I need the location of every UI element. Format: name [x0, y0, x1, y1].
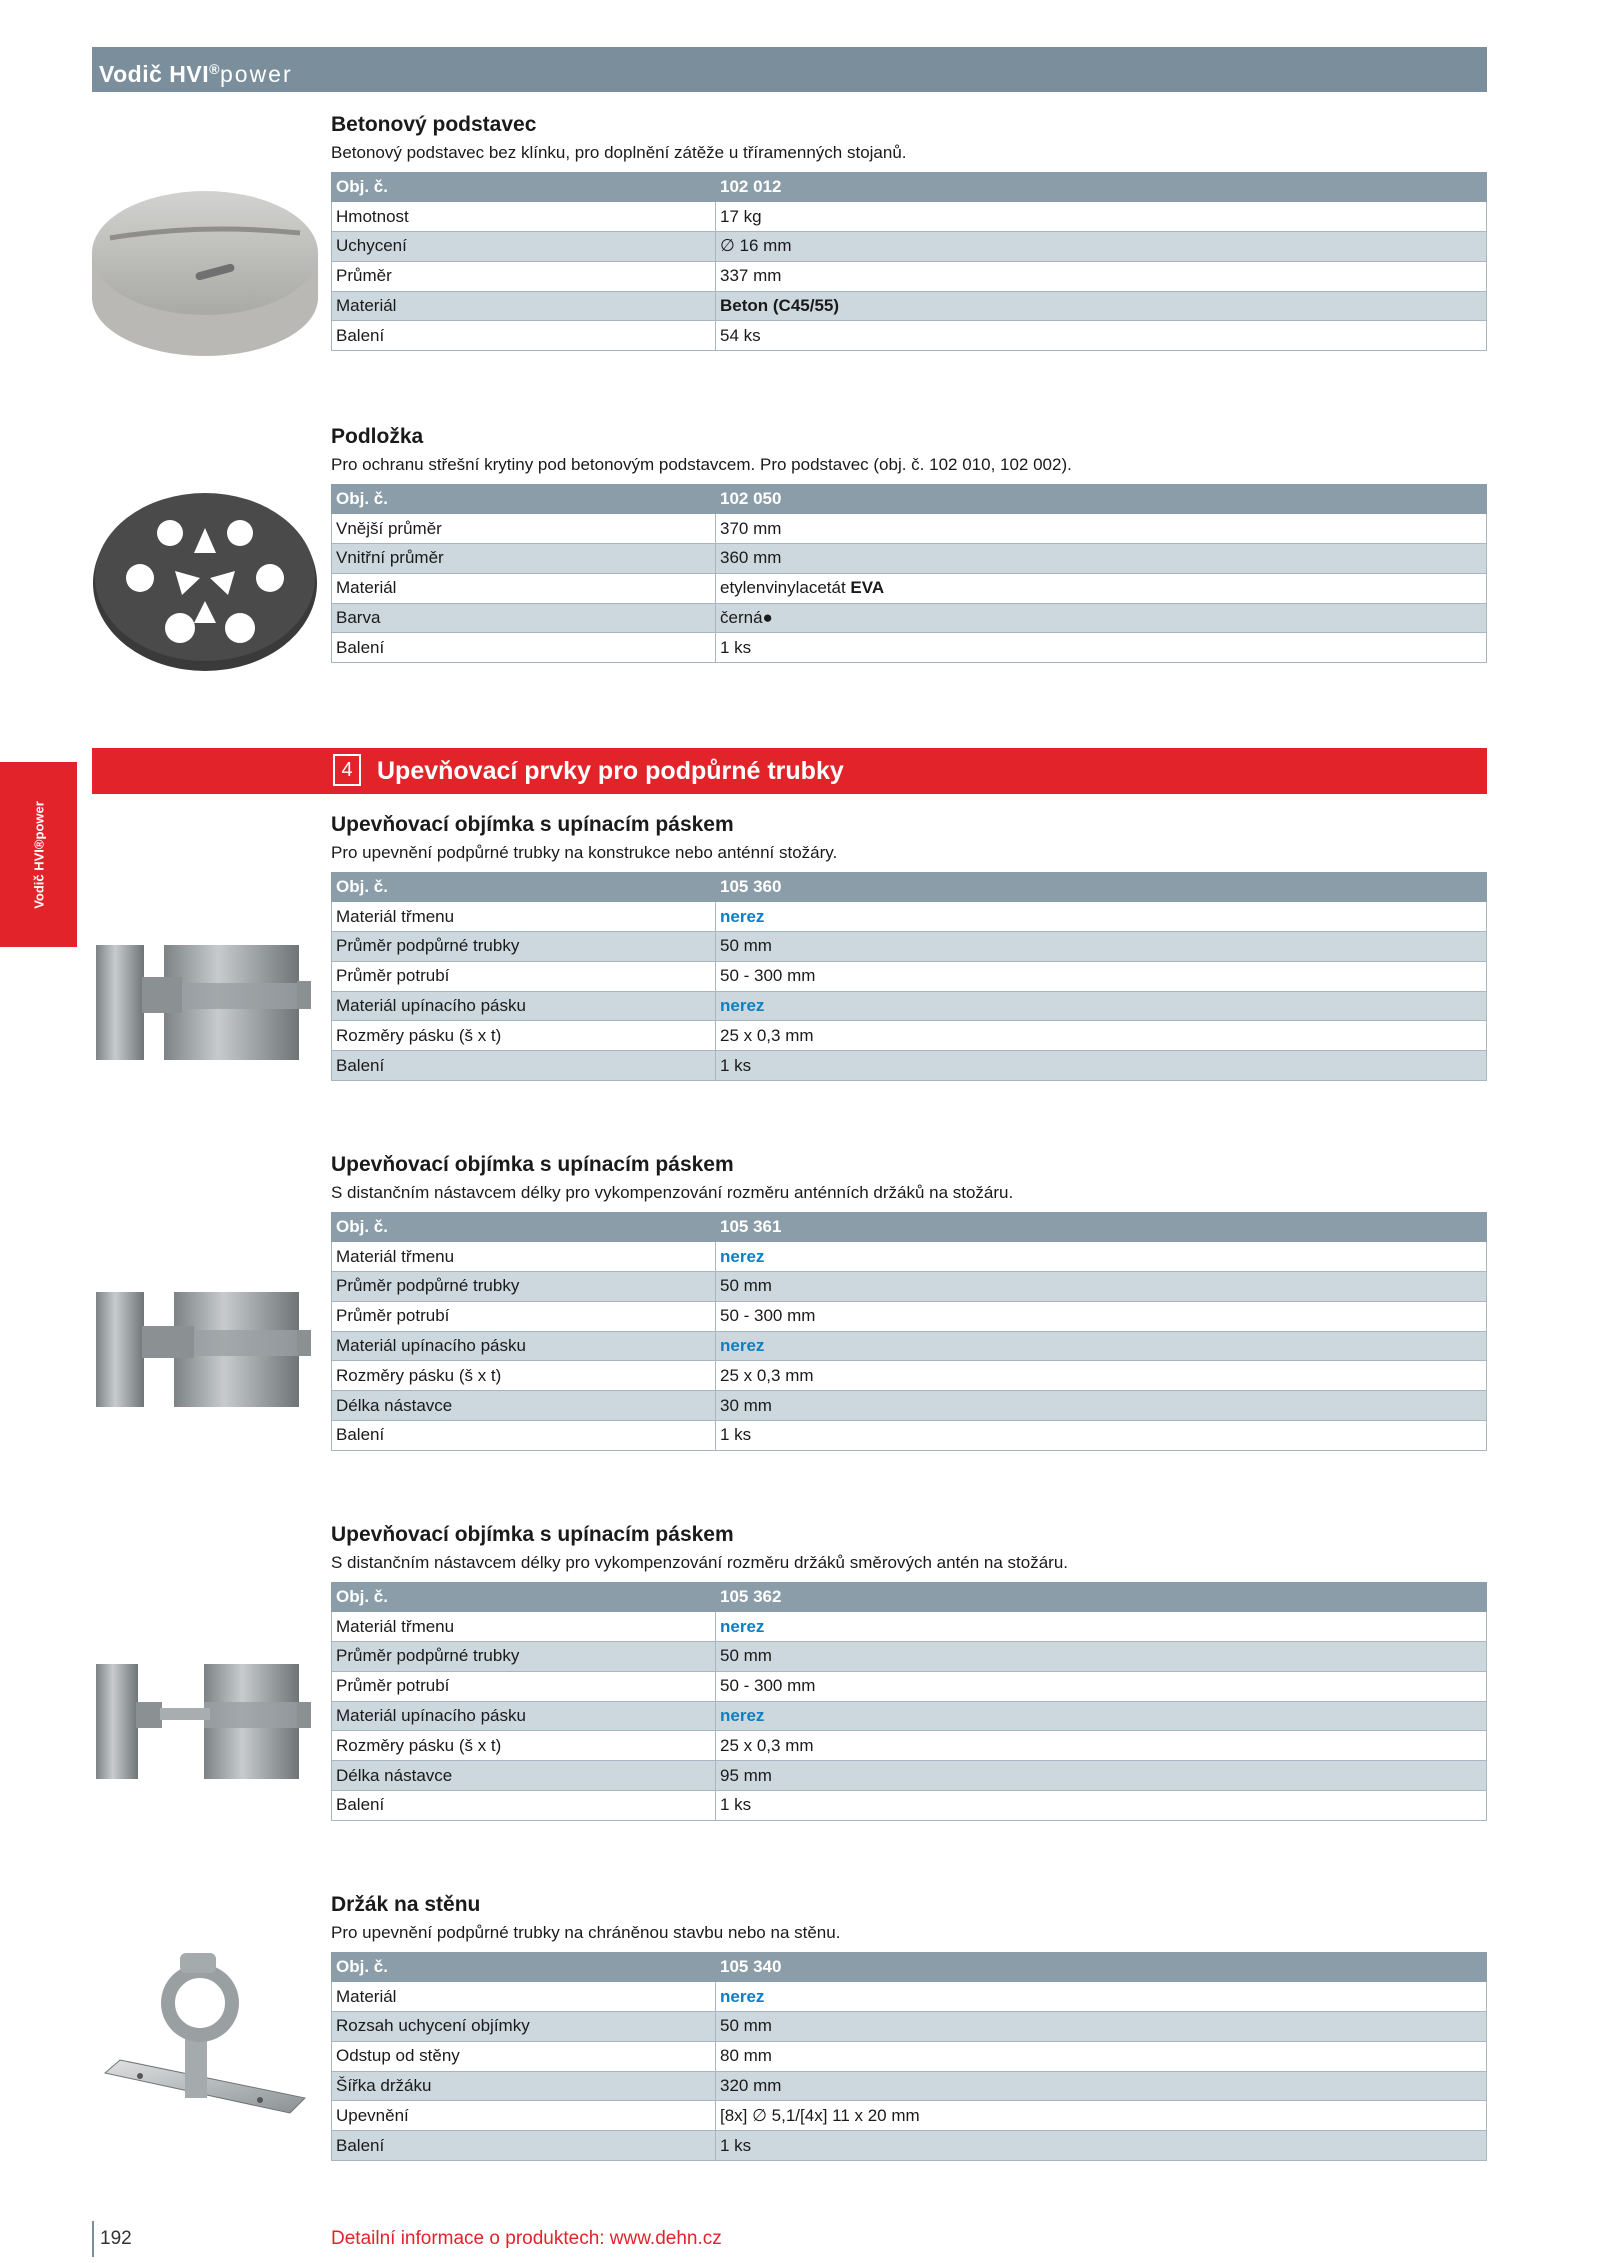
- row-value: nerez: [716, 1982, 1487, 2012]
- product-description: S distančním nástavcem délky pro vykompenzování rozměru anténních držáků na stožáru.: [331, 1183, 1014, 1202]
- row-label: Průměr podpůrné trubky: [332, 1272, 716, 1302]
- row-value: 50 mm: [716, 1642, 1487, 1672]
- row-value: 337 mm: [716, 261, 1487, 291]
- row-label: Rozměry pásku (š x t): [332, 1731, 716, 1761]
- chapter-suffix: power: [219, 61, 293, 87]
- product-title: Podložka: [331, 425, 424, 448]
- row-label: Obj. č.: [332, 872, 716, 902]
- row-value: 105 340: [716, 1952, 1487, 1982]
- row-label: Délka nástavce: [332, 1391, 716, 1421]
- table-row: [332, 1731, 1487, 1761]
- row-label: Materiál: [332, 573, 716, 603]
- row-value: 105 361: [716, 1212, 1487, 1242]
- row-label: Materiál upínacího pásku: [332, 1701, 716, 1731]
- row-value: 25 x 0,3 mm: [716, 1021, 1487, 1051]
- row-value: nerez: [716, 1701, 1487, 1731]
- clamp-105362-image: [92, 1664, 317, 1779]
- table-row: [332, 1272, 1487, 1302]
- product-title: Upevňovací objímka s upínacím páskem: [331, 813, 734, 836]
- chapter-header: [92, 47, 1487, 92]
- row-value: 50 mm: [716, 932, 1487, 962]
- row-label: Materiál: [332, 1982, 716, 2012]
- row-value: 25 x 0,3 mm: [716, 1731, 1487, 1761]
- row-label: Barva: [332, 603, 716, 633]
- table-row-header: [332, 484, 1487, 514]
- row-value: 50 - 300 mm: [716, 1301, 1487, 1331]
- row-label: Šířka držáku: [332, 2071, 716, 2101]
- table-row: [332, 2131, 1487, 2161]
- row-label: Materiál upínacího pásku: [332, 991, 716, 1021]
- row-value: Beton (C45/55): [716, 291, 1487, 321]
- table-row: [332, 1791, 1487, 1821]
- row-value: 1 ks: [716, 1421, 1487, 1451]
- product-description: Betonový podstavec bez klínku, pro doplnění zátěže u tříramenných stojanů.: [331, 143, 907, 162]
- row-label: Upevnění: [332, 2101, 716, 2131]
- row-label: Balení: [332, 2131, 716, 2161]
- product-title: Upevňovací objímka s upínacím páskem: [331, 1153, 734, 1176]
- row-label: Hmotnost: [332, 202, 716, 232]
- table-row: [332, 1982, 1487, 2012]
- table-row-header: [332, 872, 1487, 902]
- row-value: 30 mm: [716, 1391, 1487, 1421]
- row-value: 95 mm: [716, 1761, 1487, 1791]
- chapter-brand: Vodič HVI: [99, 61, 210, 87]
- spec-table: [331, 1212, 1487, 1451]
- row-label: Průměr podpůrné trubky: [332, 932, 716, 962]
- row-label: Průměr podpůrné trubky: [332, 1642, 716, 1672]
- value-bold-text: EVA: [850, 578, 885, 598]
- row-label: Balení: [332, 633, 716, 663]
- table-row: [332, 991, 1487, 1021]
- product-clamp-105360: [331, 810, 1487, 1081]
- row-label: Průměr potrubí: [332, 1671, 716, 1701]
- row-value: 54 ks: [716, 321, 1487, 351]
- row-label: Rozměry pásku (š x t): [332, 1361, 716, 1391]
- row-label: Vnější průměr: [332, 514, 716, 544]
- table-row: [332, 321, 1487, 351]
- table-row: [332, 932, 1487, 962]
- row-value: 1 ks: [716, 1051, 1487, 1081]
- row-label: Odstup od stěny: [332, 2041, 716, 2071]
- row-label: Obj. č.: [332, 1952, 716, 1982]
- concrete-base-image: [90, 178, 320, 363]
- row-value: [716, 573, 1487, 603]
- row-value: nerez: [716, 1242, 1487, 1272]
- row-label: Balení: [332, 1051, 716, 1081]
- product-title: Držák na stěnu: [331, 1893, 481, 1916]
- spec-table: [331, 872, 1487, 1081]
- row-value: 102 012: [716, 172, 1487, 202]
- row-value: 105 360: [716, 872, 1487, 902]
- row-value: 1 ks: [716, 633, 1487, 663]
- row-label: Balení: [332, 1421, 716, 1451]
- section-title: Upevňovací prvky pro podpůrné trubky: [377, 757, 844, 785]
- table-row: [332, 1421, 1487, 1451]
- table-row: [332, 202, 1487, 232]
- row-label: Materiál třmenu: [332, 1612, 716, 1642]
- table-row: [332, 1331, 1487, 1361]
- row-label: Materiál třmenu: [332, 1242, 716, 1272]
- page-number: 192: [92, 2221, 132, 2257]
- product-title: Upevňovací objímka s upínacím páskem: [331, 1523, 734, 1546]
- row-label: Průměr: [332, 261, 716, 291]
- row-value: 370 mm: [716, 514, 1487, 544]
- product-pad: [331, 422, 1487, 663]
- side-chapter-tab[interactable]: [0, 762, 77, 947]
- product-concrete-base: [331, 110, 1487, 351]
- row-label: Délka nástavce: [332, 1761, 716, 1791]
- footer-website-link[interactable]: Detailní informace o produktech: www.dehn.cz: [331, 2228, 722, 2249]
- table-row: [332, 544, 1487, 574]
- row-value: 80 mm: [716, 2041, 1487, 2071]
- row-label: Rozměry pásku (š x t): [332, 1021, 716, 1051]
- row-value: 17 kg: [716, 202, 1487, 232]
- row-label: Balení: [332, 321, 716, 351]
- row-value: 105 362: [716, 1582, 1487, 1612]
- row-value: 50 mm: [716, 1272, 1487, 1302]
- row-value: [716, 603, 1487, 633]
- value-text: černá: [720, 608, 763, 628]
- spec-table: [331, 172, 1487, 351]
- table-row: [332, 291, 1487, 321]
- table-row: [332, 2041, 1487, 2071]
- row-label: Rozsah uchycení objímky: [332, 2012, 716, 2042]
- table-row: [332, 573, 1487, 603]
- section-header: [92, 748, 1487, 794]
- spec-table: [331, 484, 1487, 663]
- pad-image: [90, 483, 320, 683]
- table-row: [332, 1761, 1487, 1791]
- table-row: [332, 1391, 1487, 1421]
- row-value: 50 - 300 mm: [716, 1671, 1487, 1701]
- row-value: 25 x 0,3 mm: [716, 1361, 1487, 1391]
- table-row: [332, 2071, 1487, 2101]
- table-row: [332, 232, 1487, 262]
- product-description: S distančním nástavcem délky pro vykompenzování rozměru držáků směrových antén na stožáru.: [331, 1553, 1069, 1572]
- row-label: Materiál: [332, 291, 716, 321]
- table-row-header: [332, 1582, 1487, 1612]
- table-row: [332, 2101, 1487, 2131]
- color-dot-icon: ●: [762, 608, 773, 628]
- row-value: 1 ks: [716, 1791, 1487, 1821]
- row-label: Balení: [332, 1791, 716, 1821]
- table-row: [332, 902, 1487, 932]
- row-label: Obj. č.: [332, 172, 716, 202]
- row-label: Obj. č.: [332, 484, 716, 514]
- section-number: 4: [333, 754, 361, 786]
- table-row: [332, 961, 1487, 991]
- row-label: Obj. č.: [332, 1582, 716, 1612]
- table-row: [332, 1642, 1487, 1672]
- row-value: 360 mm: [716, 544, 1487, 574]
- table-row: [332, 1612, 1487, 1642]
- table-row: [332, 1671, 1487, 1701]
- product-description: Pro upevnění podpůrné trubky na chráněnou stavbu nebo na stěnu.: [331, 1923, 841, 1942]
- product-clamp-105361: [331, 1150, 1487, 1451]
- product-description: Pro ochranu střešní krytiny pod betonovým podstavcem. Pro podstavec (obj. č. 102 010, 102 002).: [331, 455, 1072, 474]
- row-value: ∅ 16 mm: [716, 232, 1487, 262]
- table-row: [332, 1701, 1487, 1731]
- row-value: nerez: [716, 902, 1487, 932]
- row-value: nerez: [716, 1331, 1487, 1361]
- wall-bracket-image: [100, 1948, 315, 2143]
- row-label: Materiál upínacího pásku: [332, 1331, 716, 1361]
- spec-table: [331, 1952, 1487, 2161]
- row-label: Průměr potrubí: [332, 961, 716, 991]
- table-row: [332, 1021, 1487, 1051]
- row-value: [8x] ∅ 5,1/[4x] 11 x 20 mm: [716, 2101, 1487, 2131]
- side-tab-label: Vodič HVI®power: [31, 800, 46, 909]
- clamp-105360-image: [92, 945, 317, 1060]
- table-row-header: [332, 1212, 1487, 1242]
- row-label: Uchycení: [332, 232, 716, 262]
- table-row: [332, 1301, 1487, 1331]
- table-row-header: [332, 1952, 1487, 1982]
- row-value: 320 mm: [716, 2071, 1487, 2101]
- row-value: 50 mm: [716, 2012, 1487, 2042]
- table-row: [332, 1361, 1487, 1391]
- row-value: 1 ks: [716, 2131, 1487, 2161]
- product-clamp-105362: [331, 1520, 1487, 1821]
- product-title: Betonový podstavec: [331, 113, 537, 136]
- table-row-header: [332, 172, 1487, 202]
- row-value: nerez: [716, 991, 1487, 1021]
- product-description: Pro upevnění podpůrné trubky na konstrukce nebo anténní stožáry.: [331, 843, 838, 862]
- row-value: 102 050: [716, 484, 1487, 514]
- product-wall-bracket: [331, 1890, 1487, 2161]
- table-row: [332, 633, 1487, 663]
- row-value: 50 - 300 mm: [716, 961, 1487, 991]
- row-label: Průměr potrubí: [332, 1301, 716, 1331]
- row-label: Vnitřní průměr: [332, 544, 716, 574]
- table-row: [332, 514, 1487, 544]
- value-text: etylenvinylacetát: [720, 578, 846, 598]
- chapter-reg-mark: ®: [209, 61, 220, 77]
- spec-table: [331, 1582, 1487, 1821]
- table-row: [332, 2012, 1487, 2042]
- row-value: nerez: [716, 1612, 1487, 1642]
- table-row: [332, 1242, 1487, 1272]
- table-row: [332, 603, 1487, 633]
- table-row: [332, 1051, 1487, 1081]
- clamp-105361-image: [92, 1292, 317, 1407]
- table-row: [332, 261, 1487, 291]
- row-label: Obj. č.: [332, 1212, 716, 1242]
- row-label: Materiál třmenu: [332, 902, 716, 932]
